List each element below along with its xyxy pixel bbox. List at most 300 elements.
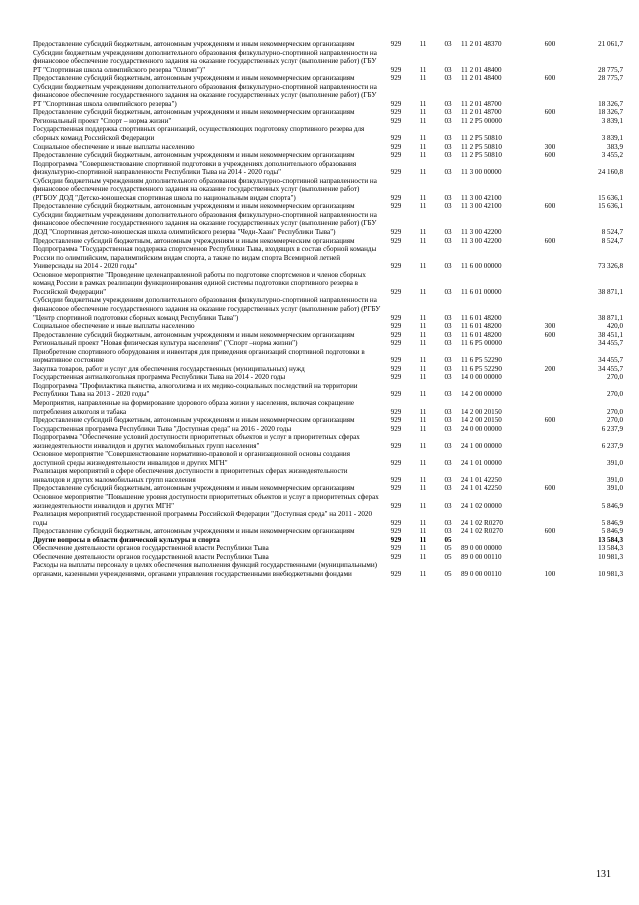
expenditure-name-cell: Основное мероприятие "Совершенствование нормативно-правовой и организационной основы создания доступной среды жизнедеятельности инвалидов и других МГН" <box>33 450 350 467</box>
table-row <box>33 425 623 434</box>
subsection-code-cell: 03 <box>444 330 452 339</box>
target-article-code-cell: 11 2 01 48700 <box>461 99 502 108</box>
subsection-code-cell: 05 <box>444 535 452 544</box>
subsection-code-cell: 03 <box>444 151 452 160</box>
table-row <box>33 493 623 510</box>
department-code-cell: 929 <box>390 364 402 373</box>
section-code-cell: 11 <box>419 518 427 527</box>
amount-cell: 5 846,9 <box>601 527 623 536</box>
target-article-code-cell: 11 3 00 42100 <box>461 202 502 211</box>
department-code-cell: 929 <box>390 356 402 365</box>
amount-cell: 10 981,3 <box>598 569 623 578</box>
expense-type-code-cell <box>537 450 563 467</box>
department-code-cell: 929 <box>390 168 402 177</box>
target-article-code-cell: 24 0 00 00000 <box>461 424 502 433</box>
table-row <box>33 211 623 237</box>
expenditure-name-cell: Предоставление субсидий бюджетным, автономным учреждениям и иным некоммерческим организациям <box>33 416 355 425</box>
table-row <box>33 49 623 75</box>
department-code-cell: 929 <box>390 475 402 484</box>
expenditure-name-cell: Подпрограмма "Профилактика пьянства, алкоголизма и их медико-социальных последствий на территории Республики Тыва на 2013 - 2020 годы" <box>33 381 358 399</box>
target-article-code-cell: 11 3 00 42100 <box>461 193 502 202</box>
target-article-code-cell: 11 2 P5 00000 <box>461 116 502 125</box>
amount-cell: 270,0 <box>607 416 623 425</box>
expenditure-name-cell: Подпрограмма "Совершенствование спортивной подготовки в учреждениях дополнительного образования физкультурно-спортивной направленности Республики Тыва на 2014 - 2020 годы" <box>33 159 357 177</box>
expenditure-name-cell: Субсидии бюджетным учреждениям дополнительного образования физкультурно-спортивной направленности на финансовое обеспечение государственного задания на оказание государственных услуг (выполнение работ) (РГБУ "Центр спортивной подготовки сборных команд Республики Тыва") <box>33 296 381 322</box>
section-code-cell: 11 <box>419 108 427 117</box>
department-code-cell: 929 <box>390 518 402 527</box>
subsection-code-cell: 03 <box>444 364 452 373</box>
expense-type-code-cell: 600 <box>544 236 556 245</box>
department-code-cell: 929 <box>390 416 402 425</box>
table-row <box>33 510 623 527</box>
expenditure-name-cell: Государственная программа Республики Тыва "Доступная среда" на 2016 - 2020 годы <box>33 424 292 433</box>
section-code-cell: 11 <box>419 168 427 177</box>
subsection-code-cell: 03 <box>444 228 452 237</box>
subsection-code-cell: 03 <box>444 424 452 433</box>
expense-type-code-cell <box>537 117 563 126</box>
table-row <box>33 561 623 578</box>
section-code-cell: 11 <box>419 287 427 296</box>
subsection-code-cell: 05 <box>444 569 452 578</box>
target-article-code-cell: 89 0 00 00110 <box>461 569 502 578</box>
table-row <box>33 399 623 416</box>
target-article-code-cell: 11 6 P5 52290 <box>461 356 502 365</box>
department-code-cell: 929 <box>390 458 402 467</box>
table-row <box>33 322 623 331</box>
table-row <box>33 536 623 545</box>
subsection-code-cell: 03 <box>444 475 452 484</box>
target-article-code-cell: 11 6 01 48200 <box>461 322 502 331</box>
department-code-cell: 929 <box>390 116 402 125</box>
subsection-code-cell: 03 <box>444 262 452 271</box>
target-article-code-cell: 11 2 P5 50810 <box>461 151 502 160</box>
expense-type-code-cell: 300 <box>544 322 556 331</box>
amount-cell: 391,0 <box>607 484 623 493</box>
department-code-cell: 929 <box>390 484 402 493</box>
table-row <box>33 160 623 177</box>
table-row <box>33 108 623 117</box>
table-row <box>33 177 623 203</box>
target-article-code-cell: 24 1 02 R0270 <box>461 518 503 527</box>
expenditure-name-cell: Предоставление субсидий бюджетным, автономным учреждениям и иным некоммерческим организациям <box>33 40 355 48</box>
amount-cell: 73 326,8 <box>598 262 623 271</box>
section-code-cell: 11 <box>419 134 427 143</box>
expense-type-code-cell <box>537 382 563 399</box>
expense-type-code-cell: 300 <box>544 142 556 151</box>
subsection-code-cell: 03 <box>444 390 452 399</box>
expenditure-name-cell: Предоставление субсидий бюджетным, автономным учреждениям и иным некоммерческим организациям <box>33 330 355 339</box>
expense-type-code-cell <box>537 296 563 322</box>
target-article-code-cell: 14 2 00 00000 <box>461 390 502 399</box>
section-code-cell: 11 <box>419 228 427 237</box>
section-code-cell: 11 <box>419 193 427 202</box>
expenditure-name-cell: Другие вопросы в области физической культуры и спорта <box>33 535 220 544</box>
expense-type-code-cell <box>537 160 563 177</box>
section-code-cell: 11 <box>419 416 427 425</box>
amount-cell: 38 871,1 <box>598 287 623 296</box>
amount-cell: 5 846,9 <box>601 518 623 527</box>
amount-cell: 420,0 <box>607 322 623 331</box>
expenditure-name-cell: Региональный проект "Спорт – норма жизни" <box>33 116 172 125</box>
budget-table-body <box>33 40 623 578</box>
amount-cell: 6 237,9 <box>601 424 623 433</box>
expense-type-code-cell <box>537 510 563 527</box>
section-code-cell: 11 <box>419 544 427 553</box>
expenditure-name-cell: Социальное обеспечение и иные выплаты населению <box>33 322 195 331</box>
table-row <box>33 382 623 399</box>
section-code-cell: 11 <box>419 390 427 399</box>
expense-type-code-cell: 600 <box>544 527 556 536</box>
section-code-cell: 11 <box>419 74 427 83</box>
expenditure-name-cell: Предоставление субсидий бюджетным, автономным учреждениям и иным некоммерческим организациям <box>33 484 355 493</box>
target-article-code-cell: 14 2 00 20150 <box>461 407 502 416</box>
amount-cell: 18 326,7 <box>598 108 623 117</box>
table-row <box>33 339 623 348</box>
target-article-code-cell: 14 0 00 00000 <box>461 373 502 382</box>
expenditure-name-cell: Предоставление субсидий бюджетным, автономным учреждениям и иным некоммерческим организациям <box>33 74 355 83</box>
department-code-cell: 929 <box>390 501 402 510</box>
section-code-cell: 11 <box>419 373 427 382</box>
budget-table <box>33 40 623 578</box>
expenditure-name-cell: Субсидии бюджетным учреждениям дополнительного образования физкультурно-спортивной направленности на финансовое обеспечение государственного задания на оказание государственных услуг (выполнение работ) (ГБУ РТ "Спортивная школа олимпийского резерва "Олимп")" <box>33 48 377 74</box>
expense-type-code-cell <box>537 271 563 297</box>
expense-type-code-cell: 600 <box>544 108 556 117</box>
department-code-cell: 929 <box>390 313 402 322</box>
department-code-cell: 929 <box>390 330 402 339</box>
target-article-code-cell: 89 0 00 00000 <box>461 544 502 553</box>
expense-type-code-cell <box>537 348 563 365</box>
amount-cell: 8 524,7 <box>601 228 623 237</box>
section-code-cell: 11 <box>419 441 427 450</box>
subsection-code-cell: 05 <box>444 544 452 553</box>
section-code-cell: 11 <box>419 313 427 322</box>
target-article-code-cell: 11 3 00 00000 <box>461 168 502 177</box>
amount-cell: 383,9 <box>607 142 623 151</box>
expenditure-name-cell: Обеспечение деятельности органов государственной власти Республики Тыва <box>33 544 269 553</box>
page-number: 131 <box>596 869 611 880</box>
amount-cell: 8 524,7 <box>601 236 623 245</box>
department-code-cell: 929 <box>390 373 402 382</box>
table-row <box>33 83 623 109</box>
expenditure-name-cell: Основное мероприятие "Повышение уровня доступности приоритетных объектов и услуг в приоритетных сферах жизнедеятельности инвалидов и других МГН" <box>33 492 379 510</box>
section-code-cell: 11 <box>419 475 427 484</box>
target-article-code-cell: 11 6 01 48200 <box>461 313 502 322</box>
expense-type-code-cell <box>537 83 563 109</box>
expense-type-code-cell: 600 <box>544 151 556 160</box>
target-article-code-cell: 11 2 01 48400 <box>461 65 502 74</box>
table-row <box>33 271 623 297</box>
table-row <box>33 416 623 425</box>
subsection-code-cell: 03 <box>444 236 452 245</box>
department-code-cell: 929 <box>390 228 402 237</box>
target-article-code-cell: 11 6 01 48200 <box>461 330 502 339</box>
target-article-code-cell: 24 1 01 42250 <box>461 484 502 493</box>
subsection-code-cell: 03 <box>444 168 452 177</box>
expenditure-name-cell: Региональный проект "Новая физическая культура населения" ("Спорт –норма жизни") <box>33 339 298 348</box>
section-code-cell: 11 <box>419 501 427 510</box>
department-code-cell: 929 <box>390 441 402 450</box>
expense-type-code-cell: 200 <box>544 364 556 373</box>
expense-type-code-cell <box>537 49 563 75</box>
section-code-cell: 11 <box>419 99 427 108</box>
table-row <box>33 296 623 322</box>
department-code-cell: 929 <box>390 202 402 211</box>
amount-cell: 13 584,3 <box>598 544 623 553</box>
section-code-cell: 11 <box>419 569 427 578</box>
amount-cell: 270,0 <box>607 390 623 399</box>
amount-cell: 24 160,8 <box>598 168 623 177</box>
subsection-code-cell: 03 <box>444 458 452 467</box>
expenditure-name-cell: Мероприятия, направленные на формирование здорового образа жизни у населения, включая сокращение потребления алкоголя и табака <box>33 398 355 416</box>
section-code-cell: 11 <box>419 424 427 433</box>
subsection-code-cell: 03 <box>444 322 452 331</box>
amount-cell: 3 455,2 <box>601 151 623 160</box>
expense-type-code-cell <box>537 339 563 348</box>
subsection-code-cell: 03 <box>444 193 452 202</box>
subsection-code-cell: 03 <box>444 134 452 143</box>
expenditure-name-cell: Расходы на выплаты персоналу в целях обеспечения выполнения функций государственными (муниципальными) органами, казенными учреждениями, органами управления государственными внебюджетными фондами <box>33 561 378 578</box>
table-row <box>33 74 623 83</box>
expense-type-code-cell <box>537 425 563 434</box>
department-code-cell: 929 <box>390 552 402 561</box>
table-row <box>33 527 623 536</box>
department-code-cell: 929 <box>390 151 402 160</box>
amount-cell: 391,0 <box>607 475 623 484</box>
expenditure-name-cell: Государственная поддержка спортивных организаций, осуществляющих подготовку спортивного резерва для сборных команд Российской Федерации <box>33 125 365 143</box>
target-article-code-cell: 14 2 00 20150 <box>461 416 502 425</box>
target-article-code-cell: 11 6 01 00000 <box>461 287 502 296</box>
amount-cell: 15 636,1 <box>598 202 623 211</box>
table-row <box>33 125 623 142</box>
department-code-cell: 929 <box>390 544 402 553</box>
department-code-cell: 929 <box>390 407 402 416</box>
section-code-cell: 11 <box>419 535 427 544</box>
expenditure-name-cell: Закупка товаров, работ и услуг для обеспечения государственных (муниципальных) нужд <box>33 364 305 373</box>
expense-type-code-cell <box>537 544 563 553</box>
expense-type-code-cell <box>537 553 563 562</box>
target-article-code-cell: 24 1 01 00000 <box>461 458 502 467</box>
expense-type-code-cell <box>537 177 563 203</box>
department-code-cell: 929 <box>390 236 402 245</box>
expenditure-name-cell: Государственная антиалкогольная программа Республики Тыва на 2014 - 2020 годы <box>33 373 286 382</box>
expenditure-name-cell: Предоставление субсидий бюджетным, автономным учреждениям и иным некоммерческим организациям <box>33 202 355 211</box>
subsection-code-cell: 03 <box>444 441 452 450</box>
target-article-code-cell: 24 1 01 42250 <box>461 475 502 484</box>
subsection-code-cell: 03 <box>444 116 452 125</box>
expense-type-code-cell: 600 <box>544 202 556 211</box>
amount-cell: 3 839,1 <box>601 134 623 143</box>
subsection-code-cell: 03 <box>444 40 452 48</box>
target-article-code-cell: 24 1 02 00000 <box>461 501 502 510</box>
department-code-cell: 929 <box>390 424 402 433</box>
department-code-cell: 929 <box>390 262 402 271</box>
expenditure-name-cell: Приобретение спортивного оборудования и инвентаря для приведения организаций спортивной подготовки в нормативное состояние <box>33 347 365 365</box>
table-row <box>33 544 623 553</box>
amount-cell: 34 455,7 <box>598 364 623 373</box>
expense-type-code-cell <box>537 125 563 142</box>
subsection-code-cell: 03 <box>444 407 452 416</box>
section-code-cell: 11 <box>419 339 427 348</box>
subsection-code-cell: 03 <box>444 99 452 108</box>
expense-type-code-cell <box>537 467 563 484</box>
expenditure-name-cell: Подпрограмма "Государственная поддержка спортсменов Республики Тыва, входящих в состав сборной команды России по олимпийским, паралимпийским видам спорта, а также по видам спорта Всемирной летней Универсиады на 2014 - 2020 годы" <box>33 245 377 271</box>
section-code-cell: 11 <box>419 407 427 416</box>
section-code-cell: 11 <box>419 142 427 151</box>
amount-cell: 34 455,7 <box>598 356 623 365</box>
subsection-code-cell: 03 <box>444 142 452 151</box>
table-row <box>33 433 623 450</box>
section-code-cell: 11 <box>419 40 427 48</box>
table-row <box>33 450 623 467</box>
table-row <box>33 467 623 484</box>
section-code-cell: 11 <box>419 458 427 467</box>
section-code-cell: 11 <box>419 356 427 365</box>
section-code-cell: 11 <box>419 202 427 211</box>
expenditure-name-cell: Реализация мероприятий государственной программы Российской Федерации "Доступная среда" на 2011 - 2020 годы <box>33 510 373 527</box>
expenditure-name-cell: Обеспечение деятельности органов государственной власти Республики Тыва <box>33 552 269 561</box>
amount-cell: 5 846,9 <box>601 501 623 510</box>
table-row <box>33 553 623 562</box>
department-code-cell: 929 <box>390 535 402 544</box>
target-article-code-cell: 11 2 01 48400 <box>461 74 502 83</box>
amount-cell: 34 455,7 <box>598 339 623 348</box>
target-article-code-cell: 11 3 00 42200 <box>461 236 502 245</box>
expense-type-code-cell <box>537 493 563 510</box>
expense-type-code-cell: 600 <box>544 416 556 425</box>
department-code-cell: 929 <box>390 134 402 143</box>
section-code-cell: 11 <box>419 262 427 271</box>
amount-cell: 38 871,1 <box>598 313 623 322</box>
table-row <box>33 237 623 246</box>
amount-cell: 10 981,3 <box>598 552 623 561</box>
section-code-cell: 11 <box>419 65 427 74</box>
table-row <box>33 331 623 340</box>
section-code-cell: 11 <box>419 322 427 331</box>
amount-cell: 6 237,9 <box>601 441 623 450</box>
subsection-code-cell: 03 <box>444 74 452 83</box>
section-code-cell: 11 <box>419 116 427 125</box>
department-code-cell: 929 <box>390 193 402 202</box>
amount-cell: 38 451,1 <box>598 330 623 339</box>
amount-cell: 18 326,7 <box>598 99 623 108</box>
target-article-code-cell: 11 2 P5 50810 <box>461 134 502 143</box>
expenditure-name-cell: Предоставление субсидий бюджетным, автономным учреждениям и иным некоммерческим организациям <box>33 527 355 536</box>
amount-cell: 270,0 <box>607 373 623 382</box>
expense-type-code-cell <box>537 536 563 545</box>
amount-cell: 15 636,1 <box>598 193 623 202</box>
table-row <box>33 373 623 382</box>
expenditure-name-cell: Социальное обеспечение и иные выплаты населению <box>33 142 195 151</box>
expenditure-name-cell: Предоставление субсидий бюджетным, автономным учреждениям и иным некоммерческим организациям <box>33 151 355 160</box>
target-article-code-cell <box>461 536 537 545</box>
expenditure-name-cell: Подпрограмма "Обеспечение условий доступности приоритетных объектов и услуг в приоритетных сферах жизнедеятельности инвалидов и других маломобильных групп населения" <box>33 433 360 450</box>
expense-type-code-cell <box>537 245 563 271</box>
table-row <box>33 117 623 126</box>
table-row <box>33 348 623 365</box>
expenditure-name-cell: Реализация мероприятий в сфере обеспечения доступности в приоритетных сферах жизнедеятельности инвалидов и других маломобильных групп населения <box>33 467 348 484</box>
department-code-cell: 929 <box>390 527 402 536</box>
section-code-cell: 11 <box>419 364 427 373</box>
department-code-cell: 929 <box>390 322 402 331</box>
table-row <box>33 484 623 493</box>
expense-type-code-cell: 600 <box>544 484 556 493</box>
expense-type-code-cell <box>537 399 563 416</box>
amount-cell: 3 839,1 <box>601 116 623 125</box>
subsection-code-cell: 05 <box>444 552 452 561</box>
section-code-cell: 11 <box>419 552 427 561</box>
expenditure-name-cell: Основное мероприятие "Проведение целенаправленной работы по подготовке спортсменов и членов сборных команд России в рамках реализации функционирования единой системы подготовки спортивного резерва в Российской Федерации" <box>33 270 366 296</box>
section-code-cell: 11 <box>419 330 427 339</box>
amount-cell: 391,0 <box>607 458 623 467</box>
target-article-code-cell: 11 3 00 42200 <box>461 228 502 237</box>
expenditure-name-cell: Предоставление субсидий бюджетным, автономным учреждениям и иным некоммерческим организациям <box>33 236 355 245</box>
table-row <box>33 151 623 160</box>
target-article-code-cell: 24 1 02 R0270 <box>461 527 503 536</box>
target-article-code-cell: 89 0 00 00110 <box>461 552 502 561</box>
target-article-code-cell: 24 1 00 00000 <box>461 441 502 450</box>
amount-cell: 270,0 <box>607 407 623 416</box>
expenditure-name-cell: Предоставление субсидий бюджетным, автономным учреждениям и иным некоммерческим организациям <box>33 108 355 117</box>
subsection-code-cell: 03 <box>444 313 452 322</box>
amount-cell: 28 775,7 <box>598 74 623 83</box>
amount-cell: 13 584,3 <box>598 535 623 544</box>
target-article-code-cell: 11 6 P5 52290 <box>461 364 502 373</box>
section-code-cell: 11 <box>419 484 427 493</box>
department-code-cell: 929 <box>390 40 402 48</box>
department-code-cell: 929 <box>390 339 402 348</box>
expense-type-code-cell: 600 <box>544 40 556 48</box>
expenditure-name-cell: Субсидии бюджетным учреждениям дополнительного образования физкультурно-спортивной направленности на финансовое обеспечение государственного задания на оказание государственных услуг (выполнение работ) (ГБУ ДОД "Спортивная детско-юношеская школа олимпийского резерва "Чеди-Хаан" Республики Тыва") <box>33 210 377 237</box>
table-row <box>33 40 623 49</box>
subsection-code-cell: 03 <box>444 527 452 536</box>
expense-type-code-cell: 100 <box>544 569 556 578</box>
department-code-cell: 929 <box>390 99 402 108</box>
department-code-cell: 929 <box>390 65 402 74</box>
expense-type-code-cell <box>537 211 563 237</box>
section-code-cell: 11 <box>419 527 427 536</box>
subsection-code-cell: 03 <box>444 416 452 425</box>
amount-cell: 21 061,7 <box>598 40 623 48</box>
table-row <box>33 245 623 271</box>
table-row <box>33 202 623 211</box>
subsection-code-cell: 03 <box>444 202 452 211</box>
department-code-cell: 929 <box>390 74 402 83</box>
table-row <box>33 365 623 374</box>
subsection-code-cell: 03 <box>444 65 452 74</box>
department-code-cell: 929 <box>390 569 402 578</box>
subsection-code-cell: 03 <box>444 484 452 493</box>
subsection-code-cell: 03 <box>444 501 452 510</box>
target-article-code-cell: 11 2 01 48370 <box>461 40 502 48</box>
expenditure-name-cell: Субсидии бюджетным учреждениям дополнительного образования физкультурно-спортивной направленности на финансовое обеспечение государственного задания на оказание государственных услуг (выполнение работ) (РГБОУ ДОД "Детско-юношеская спортивная школа по национальным видам спорта") <box>33 176 377 202</box>
amount-cell: 28 775,7 <box>598 65 623 74</box>
section-code-cell: 11 <box>419 236 427 245</box>
subsection-code-cell: 03 <box>444 108 452 117</box>
department-code-cell: 929 <box>390 390 402 399</box>
expense-type-code-cell <box>537 373 563 382</box>
subsection-code-cell: 03 <box>444 373 452 382</box>
subsection-code-cell: 03 <box>444 339 452 348</box>
expenditure-name-cell: Субсидии бюджетным учреждениям дополнительного образования физкультурно-спортивной направленности на финансовое обеспечение государственного задания на оказание государственных услуг (выполнение работ) (ГБУ РТ "Спортивная школа олимпийского резерва") <box>33 82 377 108</box>
subsection-code-cell: 03 <box>444 356 452 365</box>
target-article-code-cell: 11 2 P5 50810 <box>461 142 502 151</box>
subsection-code-cell: 03 <box>444 287 452 296</box>
target-article-code-cell: 11 6 00 00000 <box>461 262 502 271</box>
expense-type-code-cell: 600 <box>544 74 556 83</box>
department-code-cell: 929 <box>390 287 402 296</box>
section-code-cell: 11 <box>419 151 427 160</box>
department-code-cell: 929 <box>390 142 402 151</box>
